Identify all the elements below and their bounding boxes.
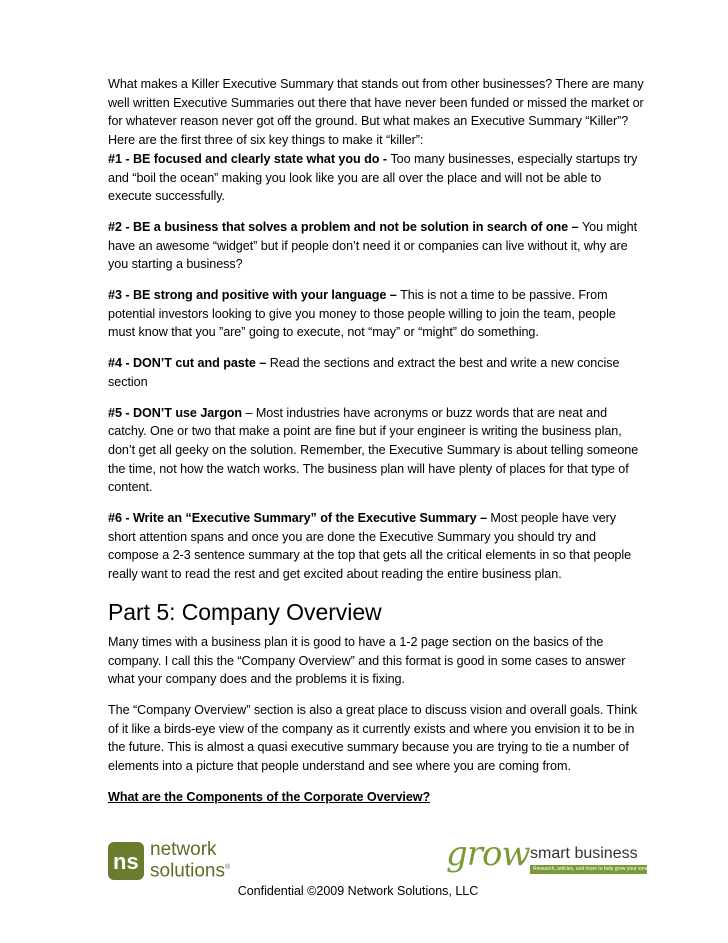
- point-6: [108, 509, 644, 584]
- point-2-lead: #2 - BE a business that solves a problem and not be solution in search of one –: [108, 219, 582, 234]
- point-5-lead: #5 - DON’T use Jargon: [108, 405, 243, 420]
- point-4-body: Read the sections and extract the best and write a new concise section: [108, 356, 620, 389]
- point-4: [108, 354, 644, 391]
- point-5-body: – Most industries have acronyms or buzz words that are neat and catchy. One or two that make a point are fine but if your engineer is writing the business plan, don’t get all geeky on the solution. Remember, the Executive Summary is about telling someone the time, not how the watch works. The business plan will have plenty of places for that type of content.: [108, 405, 639, 495]
- subheading: What are the Components of the Corporate Overview?: [108, 789, 431, 804]
- section-heading: Part 5: Company Overview: [108, 598, 382, 625]
- point-3-body: This is not a time to be passive. From potential investors looking to give you money to those people willing to join the team, people must know that you ”are” going to execute, not “may” or “might” do something.: [108, 288, 616, 340]
- document-body: [108, 75, 644, 807]
- svg-text:ns: ns: [113, 849, 139, 874]
- overview-paragraph-1: Many times with a business plan it is good to have a 1-2 page section on the basics of the company. I call this the “Company Overview” and this format is good in some cases to answer what your company does and the problems it is fixing.: [108, 634, 626, 687]
- grow-small-banner: Research, articles, and more to help grow your small business.: [530, 865, 647, 874]
- point-6-lead: #6 - Write an “Executive Summary” of the Executive Summary –: [108, 511, 491, 526]
- footer-text: Confidential ©2009 Network Solutions, LLC: [237, 884, 479, 898]
- point-2-body: You might have an awesome “widget” but if people don’t need it or companies can live without it, why are you starting a business?: [108, 219, 638, 272]
- point-4-lead: #4 - DON’T cut and paste –: [108, 356, 270, 371]
- point-6-body: Most people have very short attention spans and once you are done the Executive Summary you should try and compose a 2-3 sentence summary at the top that gets all the critical elements in so that people really want to read the rest and get excited about reading the entire business plan.: [108, 511, 632, 582]
- ns-badge-icon: [108, 842, 144, 880]
- ns-logo-line2: solutions: [150, 860, 225, 882]
- point-1-body: Too many businesses, especially startups try and “boil the ocean” making you look like you are all over the place and will not be able to execute successfully.: [108, 151, 638, 204]
- grow-smart-business-logo: [446, 834, 673, 882]
- point-3-lead: #3 - BE strong and positive with your language –: [108, 288, 401, 303]
- point-5: [108, 404, 644, 498]
- grow-tagline: smart business: [530, 845, 638, 862]
- ns-logo-mark: ®: [225, 864, 231, 872]
- ns-logo-line1: network: [150, 839, 217, 861]
- point-2: [108, 218, 644, 274]
- grow-word: grow: [446, 834, 530, 874]
- point-3: [108, 286, 644, 342]
- page-footer: [0, 884, 728, 898]
- point-1-lead: #1 - BE focused and clearly state what you do -: [108, 151, 391, 166]
- intro-paragraph: [108, 75, 644, 206]
- overview-paragraph-2: The “Company Overview” section is also a great place to discuss vision and overall goals. Think of it like a birds-eye view of the company as it currently exists and where you envision it to be in the future. This is almost a quasi executive summary because you are trying to tie a number of elements into a picture that people understand and see where you are coming from.: [108, 702, 638, 774]
- intro-text: What makes a Killer Executive Summary that stands out from other businesses? There are many well written Executive Summaries out there that have never been funded or missed the market or for whatever reason never got off the ground. But what makes an Executive Summary “Killer”? Here are the first three of six key things to make it “killer”:: [108, 77, 644, 148]
- network-solutions-logo: [108, 839, 230, 883]
